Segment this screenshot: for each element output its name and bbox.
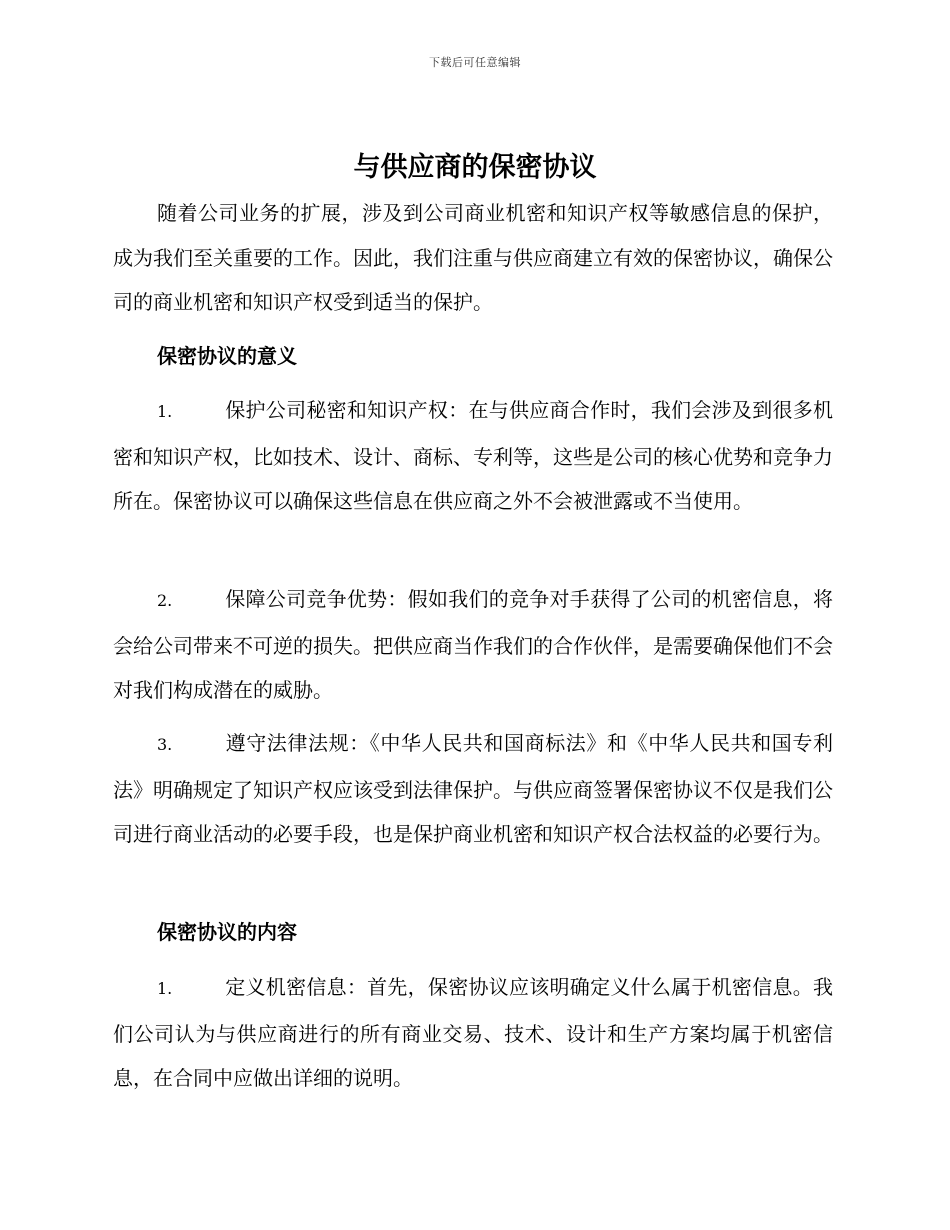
list-item-text: 遵守法律法规：《中华人民共和国商标法》和《中华人民共和国专利法》明确规定了知识产权应该受到法律保护。与供应商签署保密协议不仅是我们公司进行商业活动的必要手段，也是保护商业机密和知识产权合法权益的必要行为。 (113, 731, 833, 846)
list-item-text: 保护公司秘密和知识产权：在与供应商合作时，我们会涉及到很多机密和知识产权，比如技术、设计、商标、专利等，这些是公司的核心优势和竞争力所在。保密协议可以确保这些信息在供应商之外不会被泄露或不当使用。 (113, 398, 833, 513)
section-heading-significance: 保密协议的意义 (157, 344, 297, 368)
document-title: 与供应商的保密协议 (353, 152, 597, 183)
list-item-number: 1. (157, 979, 173, 998)
list-item (113, 965, 833, 1101)
list-item-text: 定义机密信息：首先，保密协议应该明确定义什么属于机密信息。我们公司认为与供应商进行的所有商业交易、技术、设计和生产方案均属于机密信息，在合同中应做出详细的说明。 (113, 975, 833, 1090)
list-item-number: 2. (157, 591, 173, 610)
header-note: 下载后可任意编辑 (429, 56, 521, 69)
list-item-number: 3. (157, 735, 173, 754)
list-item-text: 保障公司竞争优势：假如我们的竞争对手获得了公司的机密信息，将会给公司带来不可逆的损失。把供应商当作我们的合作伙伴，是需要确保他们不会对我们构成潜在的威胁。 (113, 587, 833, 702)
section-heading-content: 保密协议的内容 (157, 920, 297, 944)
list-item (113, 721, 833, 857)
list-item (113, 577, 833, 713)
list-item (113, 388, 833, 524)
intro-paragraph: 随着公司业务的扩展，涉及到公司商业机密和知识产权等敏感信息的保护，成为我们至关重要的工作。因此，我们注重与供应商建立有效的保密协议，确保公司的商业机密和知识产权受到适当的保护。 (113, 201, 833, 314)
list-item-number: 1. (157, 402, 173, 421)
